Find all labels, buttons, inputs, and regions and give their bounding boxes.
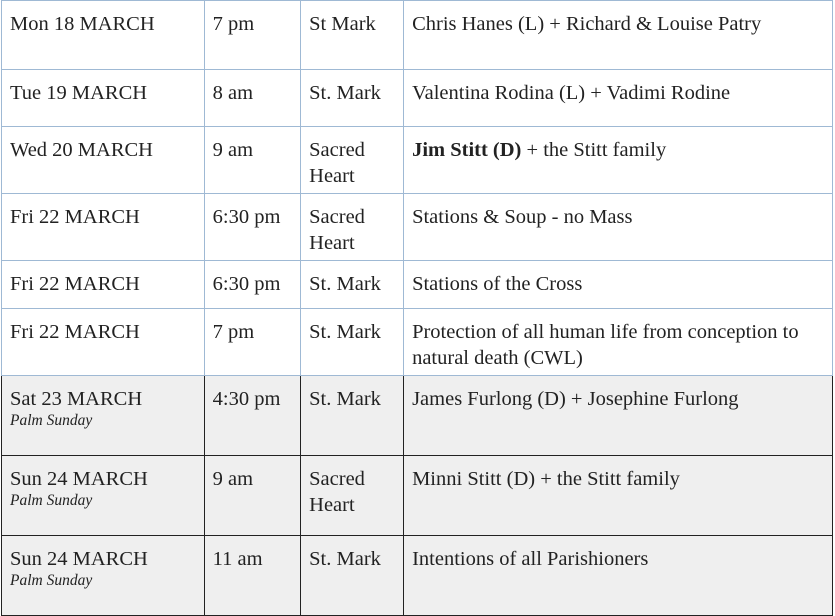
intention-cell [404, 261, 833, 309]
time-text: 6:30 pm [212, 273, 281, 295]
date-text: Wed 20 MARCH [10, 139, 153, 161]
date-text: Tue 19 MARCH [10, 82, 148, 104]
time-cell [204, 70, 301, 127]
table-row [2, 127, 833, 194]
mass-schedule-table [1, 0, 833, 616]
time-text: 7 pm [212, 321, 255, 343]
time-text: 9 am [212, 468, 254, 490]
feast-label: Palm Sunday [10, 492, 93, 509]
date-cell [2, 261, 205, 309]
place-cell [301, 127, 404, 194]
intention-text: Valentina Rodina (L) + Vadimi Rodine [412, 82, 731, 104]
place-cell [301, 376, 404, 456]
intention-cell [404, 309, 833, 376]
table-row [2, 376, 833, 456]
place-text: St. Mark [309, 273, 381, 295]
date-cell [2, 456, 205, 536]
date-text: Fri 22 MARCH [10, 321, 140, 343]
time-cell [204, 309, 301, 376]
feast-label: Palm Sunday [10, 412, 93, 429]
intention-text: Chris Hanes (L) + Richard & Louise Patry [412, 13, 762, 35]
place-cell [301, 536, 404, 616]
table-row [2, 1, 833, 70]
date-cell [2, 127, 205, 194]
date-cell [2, 70, 205, 127]
place-text: St Mark [309, 13, 376, 35]
time-cell [204, 127, 301, 194]
table-row [2, 261, 833, 309]
intention-cell [404, 194, 833, 261]
date-cell [2, 194, 205, 261]
time-cell [204, 1, 301, 70]
intention-cell [404, 456, 833, 536]
intention-cell [404, 70, 833, 127]
place-cell [301, 70, 404, 127]
date-text: Sun 24 MARCH [10, 468, 148, 490]
time-text: 7 pm [212, 13, 255, 35]
date-text: Sat 23 MARCH [10, 388, 143, 410]
table-row [2, 70, 833, 127]
time-cell [204, 261, 301, 309]
intention-cell [404, 376, 833, 456]
date-cell [2, 376, 205, 456]
intention-text: Stations of the Cross [412, 273, 583, 295]
time-text: 4:30 pm [212, 388, 281, 410]
table-row [2, 456, 833, 536]
date-text: Fri 22 MARCH [10, 273, 140, 295]
place-text: Sacred Heart [309, 139, 365, 187]
time-text: 9 am [212, 139, 254, 161]
intention-cell [404, 536, 833, 616]
place-cell [301, 456, 404, 536]
time-cell [204, 456, 301, 536]
date-text: Mon 18 MARCH [10, 13, 155, 35]
intention-cell [404, 1, 833, 70]
place-text: Sacred Heart [309, 206, 365, 254]
intention-text: + the Stitt family [521, 139, 667, 161]
place-text: Sacred Heart [309, 468, 365, 516]
intention-text: Intentions of all Parishioners [412, 548, 649, 570]
intention-text: Minni Stitt (D) + the Stitt family [412, 468, 680, 490]
intention-text: Stations & Soup - no Mass [412, 206, 633, 228]
time-cell [204, 376, 301, 456]
place-cell [301, 261, 404, 309]
time-cell [204, 194, 301, 261]
table-row [2, 536, 833, 616]
place-cell [301, 194, 404, 261]
time-cell [204, 536, 301, 616]
feast-label: Palm Sunday [10, 572, 93, 589]
place-text: St. Mark [309, 82, 381, 104]
date-cell [2, 309, 205, 376]
time-text: 11 am [212, 548, 263, 570]
date-cell [2, 1, 205, 70]
place-text: St. Mark [309, 548, 381, 570]
date-cell [2, 536, 205, 616]
intention-cell [404, 127, 833, 194]
time-text: 8 am [212, 82, 254, 104]
table-row [2, 309, 833, 376]
place-cell [301, 309, 404, 376]
intention-text: Protection of all human life from conception to natural death (CWL) [412, 321, 799, 369]
place-text: St. Mark [309, 321, 381, 343]
table-row [2, 194, 833, 261]
intention-name-bold: Jim Stitt (D) [412, 139, 522, 161]
date-text: Sun 24 MARCH [10, 548, 148, 570]
date-text: Fri 22 MARCH [10, 206, 140, 228]
place-cell [301, 1, 404, 70]
intention-text: James Furlong (D) + Josephine Furlong [412, 388, 739, 410]
time-text: 6:30 pm [212, 206, 281, 228]
place-text: St. Mark [309, 388, 381, 410]
